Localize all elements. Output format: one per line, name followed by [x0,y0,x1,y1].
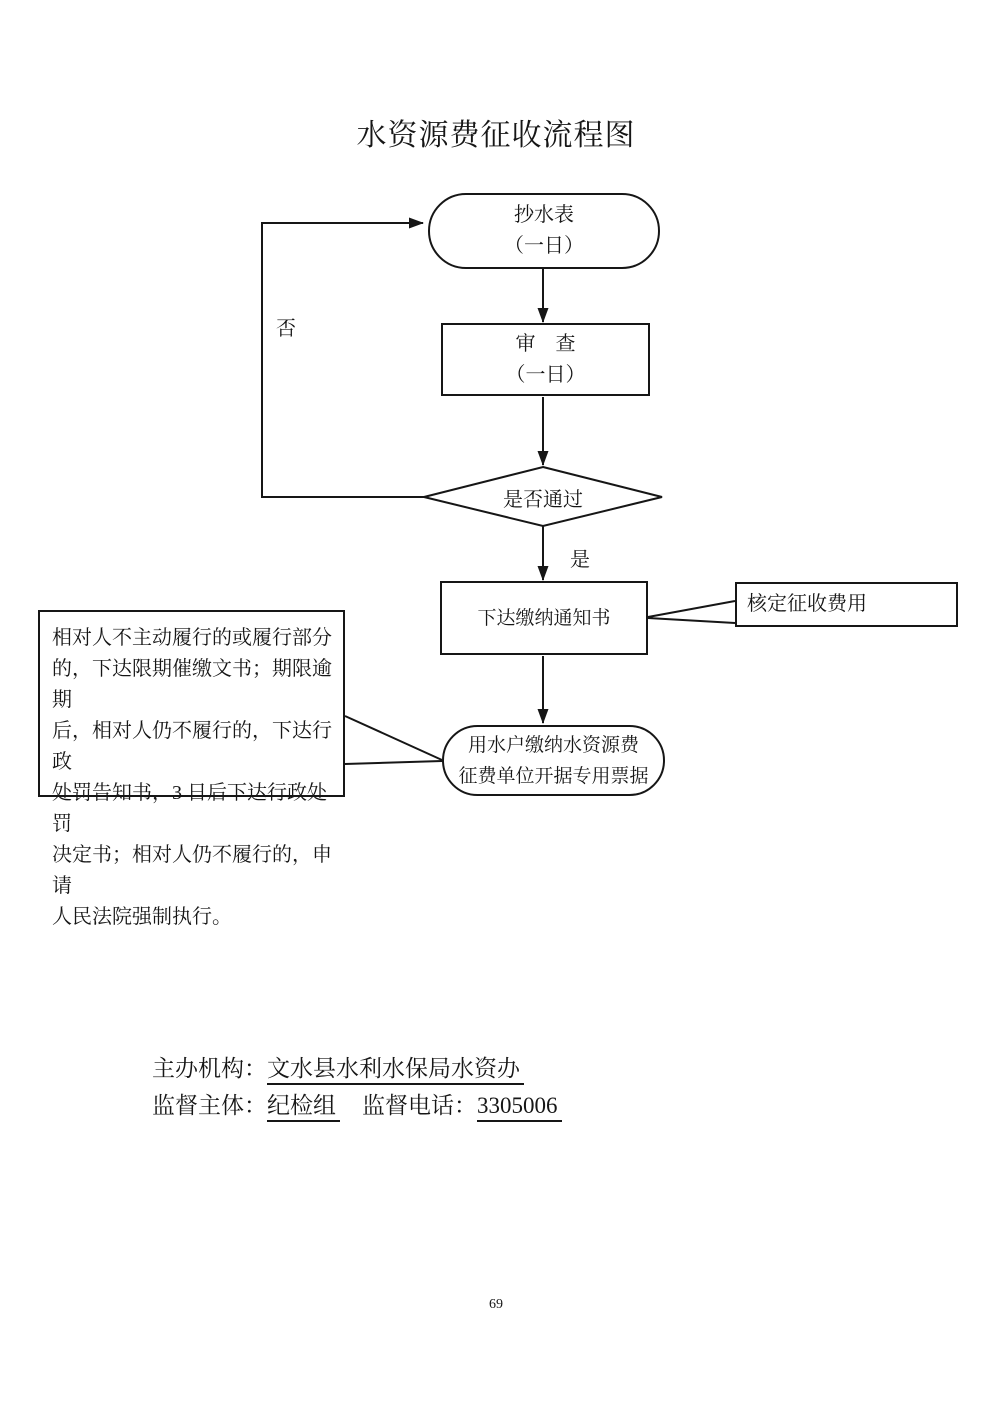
connector-note-wedge [345,716,442,764]
phone-label: 监督电话： [362,1093,477,1118]
page-title: 水资源费征收流程图 [356,119,636,152]
organizer-label: 主办机构： [152,1056,267,1081]
branch-label-yes: 是 [570,549,590,571]
supervisor-label: 监督主体： [152,1093,267,1118]
enforcement-note-line: 人民法院强制执行。 [52,906,232,928]
footer-supervisor-line [152,1091,562,1121]
enforcement-note-box [38,610,345,928]
footer-organizer-line [152,1054,524,1084]
node-review-line1: 审 查 [515,332,576,355]
node-assess-fee [735,582,958,627]
node-pay-fee [442,725,665,796]
enforcement-note-line: 处罚告知书，3 日后下达行政处罚 [52,782,327,835]
node-read-meter [428,193,660,269]
phone-value: 3305006 [477,1093,562,1122]
supervisor-value: 纪检组 [267,1093,340,1122]
enforcement-note-line: 的，下达限期催缴文书；期限逾期 [52,658,332,711]
node-review [441,323,650,396]
organizer-value: 文水县水利水保局水资办 [267,1056,524,1085]
node-read-meter-line1: 抄水表 [514,204,574,226]
node-assess-fee-label: 核定征收费用 [747,593,867,615]
node-decision-label: 是否通过 [503,488,583,511]
node-issue-notice-label: 下达缴纳通知书 [477,607,611,629]
enforcement-note-line: 相对人不主动履行的或履行部分 [52,627,332,649]
node-pay-fee-line2: 征费单位开据专用票据 [458,765,649,787]
page-number: 69 [489,1297,503,1312]
branch-label-no: 否 [276,318,296,340]
node-read-meter-line2: （一日） [504,235,584,257]
connector-fee-wedge [648,601,735,623]
enforcement-note-line: 决定书；相对人仍不履行的，申请 [52,844,332,897]
node-review-line2: （一日） [505,363,586,386]
arrow-decision-no-loop [262,223,424,497]
enforcement-note-line: 后，相对人仍不履行的，下达行政 [52,720,332,773]
node-pay-fee-line1: 用水户缴纳水资源费 [467,734,639,756]
node-issue-notice [440,581,648,655]
